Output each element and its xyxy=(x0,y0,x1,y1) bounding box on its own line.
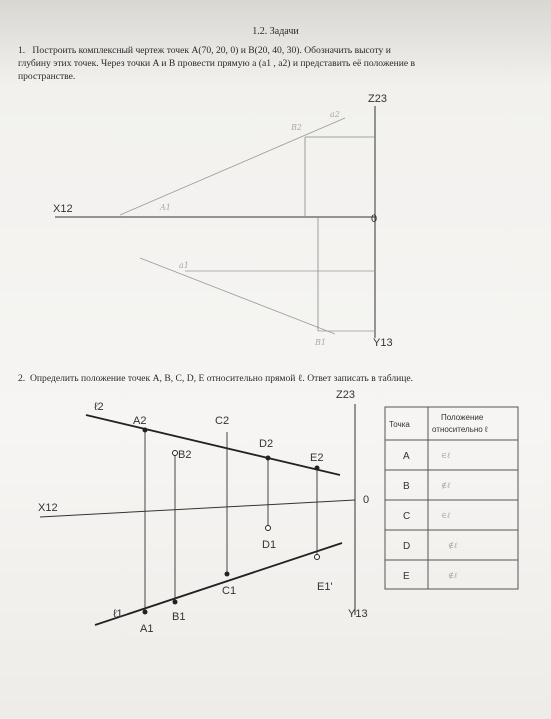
fig1-hand-label-1: B2 xyxy=(291,123,302,132)
task1-line1: Построить комплексный чертеж точек A(70, 20, 0) и B(20, 40, 30). Обозначить высоту и xyxy=(32,45,391,56)
table-cell-answer-c: ∈ℓ xyxy=(441,511,451,520)
fig2-label-c1: C1 xyxy=(222,585,237,597)
table-cell-answer-a: ∈ℓ xyxy=(441,451,451,460)
fig2-line-l2 xyxy=(86,415,340,475)
task1-line3: пространстве. xyxy=(18,71,76,82)
table-border xyxy=(385,407,518,589)
fig1-hand-label-2: A1 xyxy=(160,203,171,212)
task1-line2: глубину этих точек. Через точки A и B провести прямую a (a1 , a2) и представить её положение в xyxy=(18,58,416,69)
fig1-hand-label-4: B1 xyxy=(315,338,326,347)
fig2-x-axis xyxy=(40,500,355,517)
fig2-point-d2 xyxy=(266,456,271,461)
table-header-position-line2: относительно ℓ xyxy=(432,425,488,434)
fig2-point-d1 xyxy=(266,526,271,531)
table-cell-answer-d: ∉ℓ xyxy=(448,541,458,550)
table-cell-point-c: C xyxy=(403,511,411,522)
fig2-line-l1 xyxy=(95,543,342,625)
table-header-point: Точка xyxy=(389,420,410,429)
table-cell-answer-b: ∉ℓ xyxy=(441,481,451,490)
fig1-line-a1 xyxy=(140,258,335,334)
fig2-label-b1: B1 xyxy=(172,611,186,623)
fig2-label-a2: A2 xyxy=(133,415,147,427)
fig1-line-a2 xyxy=(120,118,345,215)
fig2-point-e2 xyxy=(315,466,320,471)
fig1-hand-label-3: a1 xyxy=(179,261,189,270)
fig2-point-a2 xyxy=(143,428,148,433)
fig2-point-b1 xyxy=(173,600,178,605)
fig2-label-e1: E1' xyxy=(317,581,333,593)
fig1-y-label: Y13 xyxy=(373,337,393,349)
figure-2 xyxy=(38,389,369,635)
fig2-label-a1: A1 xyxy=(140,623,154,635)
fig1-z-label: Z23 xyxy=(368,93,387,105)
table-header-position-line1: Положение xyxy=(441,413,484,422)
task2-line: Определить положение точек A, B, C, D, E относительно прямой ℓ. Ответ записать в таблице. xyxy=(30,373,414,384)
fig2-l2-label: ℓ2 xyxy=(94,401,104,413)
fig2-x-label: X12 xyxy=(38,502,58,514)
fig2-z-label: Z23 xyxy=(336,389,355,401)
section-title: 1.2. Задачи xyxy=(252,26,299,37)
fig2-point-c1 xyxy=(225,572,230,577)
table-cell-point-b: B xyxy=(403,481,410,492)
fig2-label-b2: B2 xyxy=(178,449,192,461)
figure-1 xyxy=(53,93,393,349)
fig2-l1-label: ℓ1 xyxy=(113,608,123,620)
table-cell-point-a: A xyxy=(403,451,410,462)
task1-number: 1. xyxy=(18,45,26,56)
fig2-y-label: Y13 xyxy=(348,608,368,620)
fig2-label-d1: D1 xyxy=(262,539,277,551)
fig2-point-b2 xyxy=(173,451,178,456)
table-cell-point-d: D xyxy=(403,541,411,552)
fig2-point-e1 xyxy=(315,555,320,560)
answer-table xyxy=(385,407,518,589)
fig1-x-label: X12 xyxy=(53,203,73,215)
fig2-label-e2: E2 xyxy=(310,452,324,464)
fig2-point-a1 xyxy=(143,610,148,615)
fig2-label-d2: D2 xyxy=(259,438,274,450)
fig2-label-c2: C2 xyxy=(215,415,230,427)
task2-number: 2. xyxy=(18,373,26,384)
fig1-origin: 0 xyxy=(371,213,378,225)
fig2-origin: 0 xyxy=(363,494,370,506)
fig1-hand-label-0: a2 xyxy=(330,110,340,119)
table-cell-point-e: E xyxy=(403,571,410,582)
table-cell-answer-e: ∉ℓ xyxy=(448,571,458,580)
